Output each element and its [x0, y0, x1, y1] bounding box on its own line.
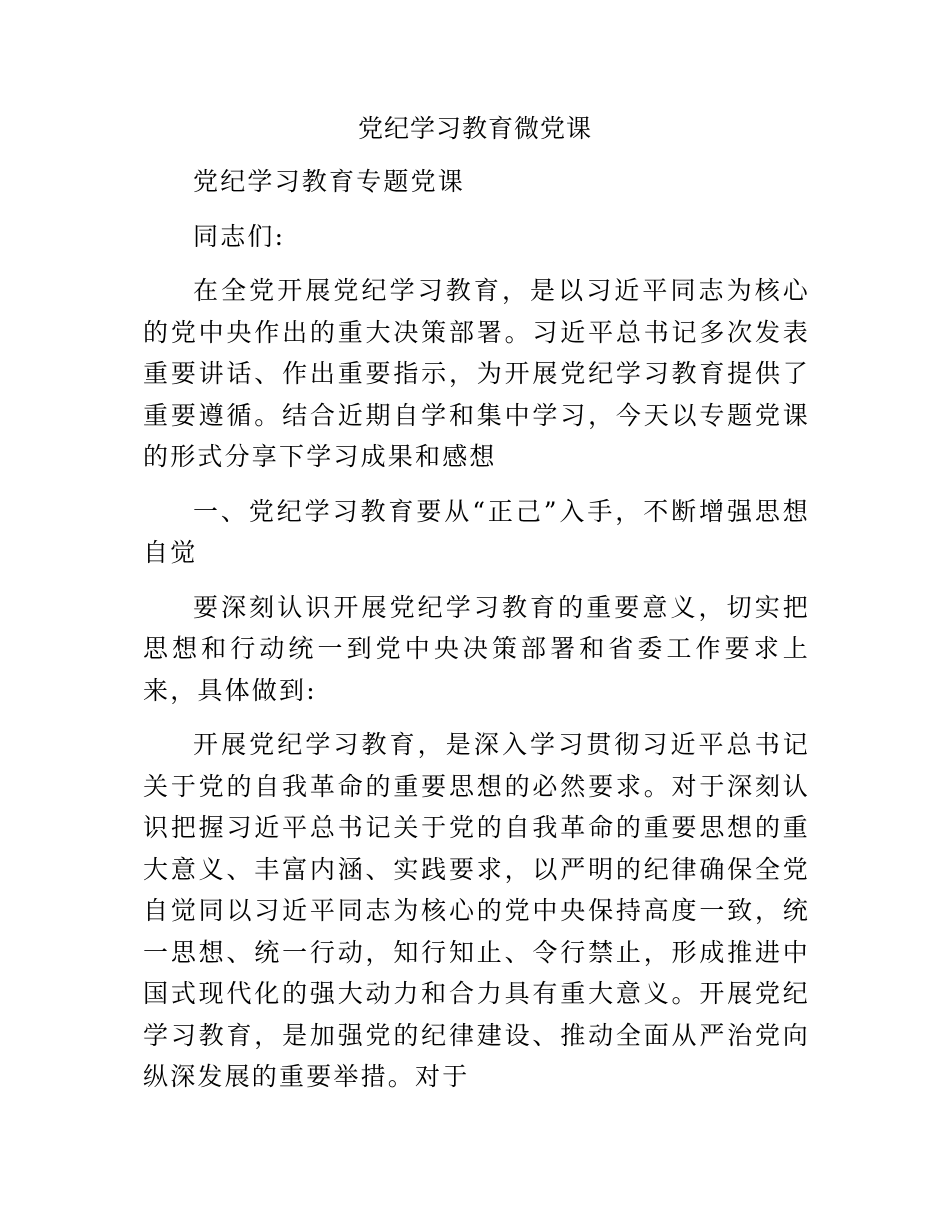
intro-paragraph: 在全党开展党纪学习教育，是以习近平同志为核心的党中央作出的重大决策部署。习近平总书记多次发表重要讲话、作出重要指示，为开展党纪学习教育提供了重要遵循。结合近期自学和集中学习，今天以专题党课的形式分享下学习成果和感想 [143, 276, 810, 471]
document-body [143, 161, 810, 1098]
subtitle-paragraph: 党纪学习教育专题党课 [193, 167, 466, 196]
salutation-paragraph: 同志们: [193, 221, 286, 251]
section-heading: 一、党纪学习教育要从“正己”入手，不断增强思想自觉 [143, 496, 810, 567]
body-paragraph: 要深刻认识开展党纪学习教育的重要意义，切实把思想和行动统一到党中央决策部署和省委工作要求上来，具体做到: [143, 592, 810, 705]
document-title: 党纪学习教育微党课 [357, 114, 592, 143]
body-paragraph: 开展党纪学习教育，是深入学习贯彻习近平总书记关于党的自我革命的重要思想的必然要求。对于深刻认识把握习近平总书记关于党的自我革命的重要思想的重大意义、丰富内涵、实践要求，以严明的纪律确保全党自觉同以习近平同志为核心的党中央保持高度一致，统一思想、统一行动，知行知止、令行禁止，形成推进中国式现代化的强大动力和合力具有重大意义。开展党纪学习教育，是加强党的纪律建设、推动全面从严治党向纵深发展的重要举措。对于 [143, 730, 810, 1091]
